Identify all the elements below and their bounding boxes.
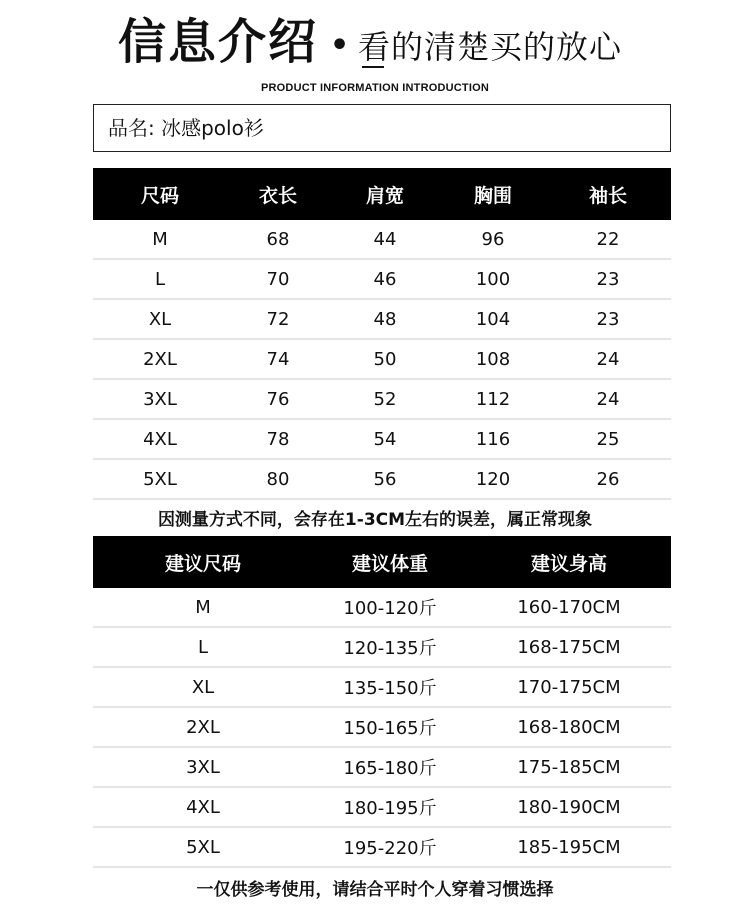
- page-subtitle: 看的清楚买的放心: [358, 28, 623, 66]
- size-table-column-header: 尺码: [140, 184, 179, 207]
- length-cell: 76: [266, 388, 290, 410]
- recommend-height-cell: 170-175CM: [517, 676, 621, 698]
- recommend-table-header: [93, 536, 671, 588]
- shoulder-cell: 46: [373, 268, 397, 290]
- size-cell: 4XL: [143, 428, 177, 450]
- size-cell: 5XL: [143, 468, 177, 490]
- recommend-size-cell: L: [197, 636, 209, 658]
- shoulder-cell: 44: [373, 228, 397, 250]
- chest-cell: 96: [481, 228, 505, 250]
- recommend-weight-cell: 165-180斤: [343, 758, 437, 779]
- recommend-height-cell: 175-185CM: [517, 756, 621, 778]
- shoulder-cell: 48: [373, 308, 397, 330]
- recommend-table-column-header: 建议身高: [530, 552, 607, 575]
- title-underline: [362, 66, 384, 68]
- chest-cell: 100: [475, 268, 511, 290]
- product-name-box: [93, 104, 671, 152]
- page-title: 信息介绍: [118, 14, 319, 70]
- chest-cell: 120: [475, 468, 511, 490]
- recommend-weight-cell: 180-195斤: [343, 798, 437, 819]
- recommend-table-row: [93, 628, 671, 668]
- recommend-table-row: [93, 828, 671, 868]
- length-cell: 78: [266, 428, 290, 450]
- chest-cell: 108: [475, 348, 511, 370]
- recommend-size-cell: M: [195, 596, 211, 618]
- recommend-height-cell: 168-175CM: [517, 636, 621, 658]
- recommend-size-cell: 2XL: [186, 716, 220, 738]
- size-cell: 3XL: [143, 388, 177, 410]
- length-cell: 80: [266, 468, 290, 490]
- title-separator-dot: •: [330, 28, 350, 63]
- sleeve-cell: 26: [596, 468, 620, 490]
- recommend-weight-cell: 120-135斤: [343, 638, 437, 659]
- sleeve-cell: 25: [596, 428, 620, 450]
- measurement-note: 因测量方式不同，会存在1-3CM左右的误差，属正常现象: [157, 510, 593, 530]
- usage-note: 一仅供参考使用，请结合平时个人穿着习惯选择: [196, 880, 554, 900]
- size-table-row: [93, 420, 671, 460]
- recommend-size-cell: 4XL: [186, 796, 220, 818]
- recommend-table-row: [93, 668, 671, 708]
- size-table-row: [93, 300, 671, 340]
- size-cell: 2XL: [143, 348, 177, 370]
- length-cell: 72: [266, 308, 290, 330]
- size-table-column-header: 肩宽: [365, 184, 404, 207]
- recommend-table-row: [93, 788, 671, 828]
- recommend-weight-cell: 195-220斤: [343, 838, 437, 859]
- size-table-header: [93, 168, 671, 220]
- size-table-column-header: 袖长: [588, 184, 627, 207]
- size-table-row: [93, 460, 671, 500]
- sleeve-cell: 24: [596, 388, 620, 410]
- size-cell: XL: [148, 308, 172, 330]
- sleeve-cell: 23: [596, 308, 620, 330]
- page-subtitle-en: PRODUCT INFORMATION INTRODUCTION: [260, 82, 489, 94]
- size-table-column-header: 衣长: [258, 184, 297, 207]
- recommend-size-cell: 5XL: [186, 836, 220, 858]
- size-table-column-header: 胸围: [473, 184, 512, 207]
- chest-cell: 116: [475, 428, 511, 450]
- recommend-weight-cell: 100-120斤: [343, 598, 437, 619]
- recommend-table-row: [93, 748, 671, 788]
- size-table: [93, 168, 671, 500]
- shoulder-cell: 56: [373, 468, 397, 490]
- sleeve-cell: 23: [596, 268, 620, 290]
- size-cell: L: [154, 268, 166, 290]
- size-table-row: [93, 340, 671, 380]
- recommend-weight-cell: 150-165斤: [343, 718, 437, 739]
- size-table-row: [93, 260, 671, 300]
- chest-cell: 104: [475, 308, 511, 330]
- sleeve-cell: 22: [596, 228, 620, 250]
- recommend-height-cell: 160-170CM: [517, 596, 621, 618]
- header: [0, 0, 750, 100]
- recommend-weight-cell: 135-150斤: [343, 678, 437, 699]
- recommend-height-cell: 168-180CM: [517, 716, 621, 738]
- recommend-table-row: [93, 588, 671, 628]
- product-name: 品名: 冰感polo衫: [108, 116, 264, 140]
- shoulder-cell: 52: [373, 388, 397, 410]
- sleeve-cell: 24: [596, 348, 620, 370]
- size-cell: M: [152, 228, 168, 250]
- recommend-size-cell: 3XL: [186, 756, 220, 778]
- size-table-row: [93, 380, 671, 420]
- length-cell: 70: [266, 268, 290, 290]
- recommend-height-cell: 180-190CM: [517, 796, 621, 818]
- recommend-table-column-header: 建议尺码: [164, 552, 241, 575]
- size-table-row: [93, 220, 671, 260]
- shoulder-cell: 50: [373, 348, 397, 370]
- shoulder-cell: 54: [373, 428, 397, 450]
- recommend-size-cell: XL: [191, 676, 215, 698]
- recommend-table-row: [93, 708, 671, 748]
- recommend-table-column-header: 建议体重: [351, 552, 428, 575]
- recommend-height-cell: 185-195CM: [517, 836, 621, 858]
- length-cell: 74: [266, 348, 290, 370]
- chest-cell: 112: [475, 388, 511, 410]
- recommend-table: [93, 536, 671, 868]
- length-cell: 68: [266, 228, 290, 250]
